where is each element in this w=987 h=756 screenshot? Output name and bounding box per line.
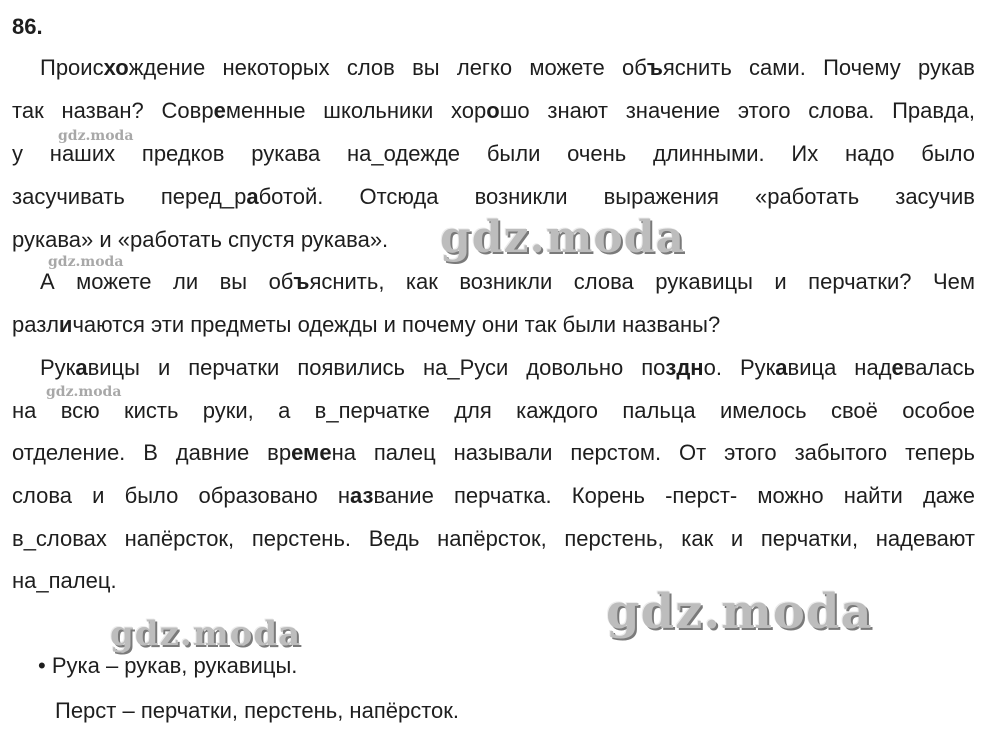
highlighted-letter: х: [103, 55, 116, 80]
text-segment: о. Рук: [703, 355, 776, 380]
highlighted-letter: ъ: [293, 269, 310, 294]
paragraph-1-line-5: рукава» и «работать спустя рукава».: [12, 227, 389, 252]
paragraph-3-line-6: на_палец.: [12, 568, 117, 593]
watermark-small: gdz.moda: [58, 128, 134, 144]
text-segment: слова и было образовано н: [12, 483, 351, 508]
text-segment: засучивать перед_р: [12, 184, 247, 209]
watermark-large: gdz.moda: [606, 584, 873, 640]
text-segment: А можете ли вы об: [40, 269, 294, 294]
paragraph-1-line-2: [12, 95, 975, 127]
highlighted-letter: о: [486, 98, 500, 123]
text-segment: ждение некоторых слов вы легко можете об: [128, 55, 647, 80]
paragraph-3-line-5: в_словах напёрсток, перстень. Ведь напёрсток, перстень, как и перчатки, надевают: [12, 526, 975, 551]
text-segment: вание перчатка. Корень -перст- можно найти даже: [373, 483, 975, 508]
text-segment: на палец называли перстом. От этого забытого теперь: [331, 440, 975, 465]
text-segment: шо знают значение этого слова. Правда,: [499, 98, 975, 123]
highlighted-letter: е: [213, 98, 226, 123]
text-segment: яснить, как возникли слова рукавицы и перчатки? Чем: [309, 269, 976, 294]
paragraph-1-line-4: [12, 181, 975, 213]
highlighted-letter: аз: [350, 483, 374, 508]
text-segment: Рук: [40, 355, 76, 380]
highlighted-letter: е: [291, 440, 304, 465]
highlighted-letter: здн: [665, 355, 704, 380]
paragraph-2-line-2: [12, 309, 975, 341]
highlighted-letter: а: [775, 355, 788, 380]
text-segment: валась: [903, 355, 975, 380]
text-segment: вицы и перчатки появились на_Руси довольно по: [87, 355, 666, 380]
highlighted-letter: е: [319, 440, 332, 465]
highlighted-letter: а: [246, 184, 259, 209]
text-segment: Проис: [40, 55, 104, 80]
watermark-large: gdz.moda: [440, 212, 686, 263]
text-segment: отделение. В давние вр: [12, 440, 292, 465]
highlighted-letter: и: [58, 312, 73, 337]
highlighted-letter: а: [75, 355, 88, 380]
paragraph-3-line-2: на всю кисть руки, а в_перчатке для каждого пальца имелось своё особое: [12, 398, 975, 423]
exercise-number: 86.: [12, 14, 43, 39]
highlighted-letter: м: [303, 440, 320, 465]
highlighted-letter: о: [115, 55, 129, 80]
text-segment: вица над: [787, 355, 892, 380]
text-segment: разл: [12, 312, 59, 337]
watermark-small: gdz.moda: [46, 384, 122, 400]
text-segment: менные школьники хор: [225, 98, 487, 123]
paragraph-3-line-4: [12, 480, 975, 512]
paragraph-1-line-3: у наших предков рукава на_одежде были очень длинными. Их надо было: [12, 141, 975, 166]
text-segment: так назван? Совр: [12, 98, 214, 123]
text-segment: чаются эти предметы одежды и почему они так были названы?: [72, 312, 721, 337]
paragraph-3-line-1: [12, 352, 975, 384]
answer-line-2: Перст – перчатки, перстень, напёрсток.: [55, 698, 460, 723]
text-segment: ботой. Отсюда возникли выражения «работать засучив: [258, 184, 975, 209]
paragraph-3-line-3: [12, 437, 975, 469]
paragraph-1-line-1: [12, 52, 975, 84]
watermark-large: gdz.moda: [110, 614, 302, 654]
highlighted-letter: ъ: [646, 55, 663, 80]
text-segment: яснить сами. Почему рукав: [662, 55, 975, 80]
paragraph-2-line-1: [12, 266, 975, 298]
watermark-small: gdz.moda: [48, 254, 124, 270]
highlighted-letter: е: [891, 355, 904, 380]
answer-line-1: • Рука – рукав, рукавицы.: [38, 653, 298, 678]
